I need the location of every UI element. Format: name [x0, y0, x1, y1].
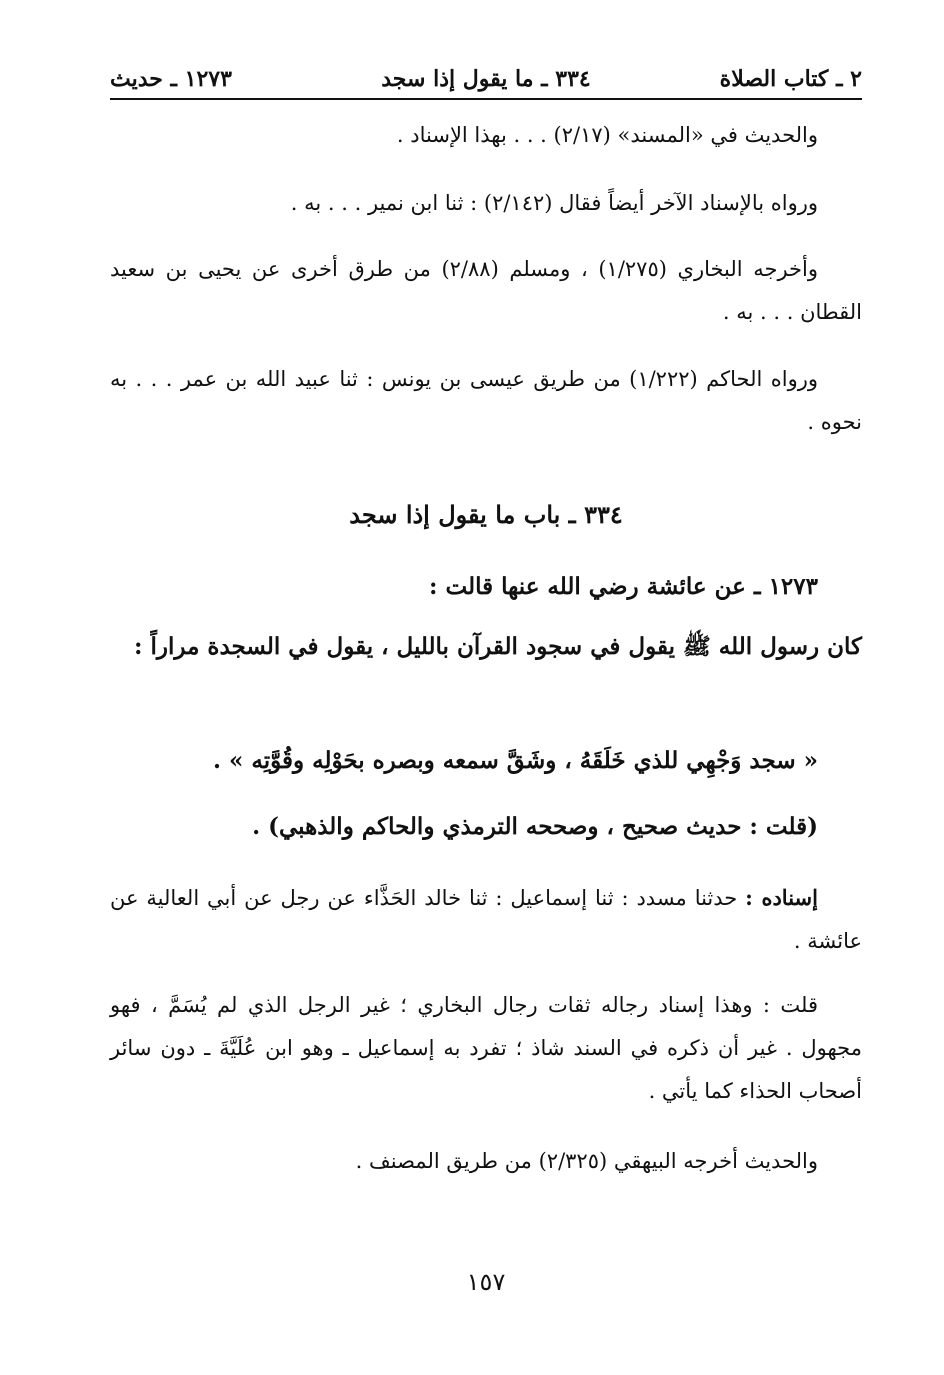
header-chapter-title: ٣٣٤ ـ ما يقول إذا سجد — [381, 66, 591, 92]
paragraph-musnad: والحديث في «المسند» (٢/١٧) . . . بهذا الإسناد . — [396, 123, 818, 147]
header-book-title: ٢ ـ كتاب الصلاة — [719, 66, 862, 92]
isnad-paragraph — [110, 876, 862, 963]
paragraph-bukhari-muslim: وأخرجه البخاري (١/٢٧٥) ، ومسلم (٢/٨٨) من طرق أخرى عن يحيى بن سعيد القطان . . . به . — [110, 257, 862, 324]
commentary-final: والحديث أخرجه البيهقي (٢/٣٢٥) من طريق المصنف . — [355, 1149, 818, 1173]
book-page — [110, 50, 862, 1350]
header-hadith-number: ١٢٧٣ ـ حديث — [110, 66, 232, 92]
hadith-text: كان رسول الله ﷺ يقول في سجود القرآن بالليل ، يقول في السجدة مراراً : — [134, 633, 862, 660]
chapter-heading: ٣٣٤ ـ باب ما يقول إذا سجد — [349, 500, 623, 529]
hadith-quote: « سجد وَجْهِي للذي خَلَقَهُ ، وشَقَّ سمعه وبصره بحَوْلِه وقُوَّتِه » . — [213, 747, 818, 774]
page-number: ١٥٧ — [466, 1268, 506, 1296]
header-divider — [110, 98, 862, 100]
paragraph-hakim: ورواه الحاكم (١/٢٢٢) من طريق عيسى بن يونس : ثنا عبيد الله بن عمر . . . به نحوه . — [110, 367, 862, 434]
hadith-ruling: (قلت : حديث صحيح ، وصححه الترمذي والحاكم والذهبي) . — [252, 813, 818, 840]
running-header — [110, 60, 862, 100]
hadith-intro: ١٢٧٣ ـ عن عائشة رضي الله عنها قالت : — [429, 573, 818, 600]
isnad-label: إسناده : — [745, 885, 818, 910]
isnad-text: حدثنا مسدد : ثنا إسماعيل : ثنا خالد الحَذَّاء عن رجل عن أبي العالية عن عائشة . — [110, 886, 862, 953]
paragraph-isnad-other: ورواه بالإسناد الآخر أيضاً فقال (٢/١٤٢) : ثنا ابن نمير . . . به . — [290, 191, 818, 215]
commentary-note: قلت : وهذا إسناد رجاله ثقات رجال البخاري ؛ غير الرجل الذي لم يُسَمَّ ، فهو مجهول . غير أن ذكره في السند شاذ ؛ تفرد به إسماعيل ـ وهو ابن عُلَيَّةَ ـ دون سائر أصحاب الحذاء كما يأتي . — [110, 993, 862, 1103]
